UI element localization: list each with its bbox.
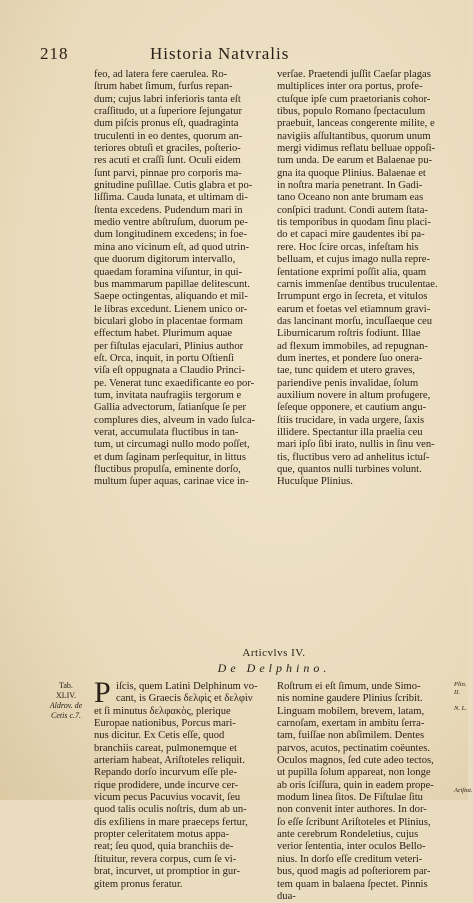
text-line: Europae nationibus, Porcus mari- [94, 718, 236, 730]
text-line: carnis immenſae dentibus truculentae. [277, 278, 438, 290]
article-heading [94, 647, 454, 677]
text-line: ſtiis trucidare, in vada urgere, ſaxis [277, 414, 425, 426]
right-margin-note-3: Ariſtot. [454, 787, 473, 794]
running-title: Historia Natvralis [150, 44, 290, 63]
text-line: multiplices inter ora portus, profe- [277, 81, 423, 93]
text-line: reat; ſeu quod, quia branchiis de- [94, 841, 234, 853]
text-line: rere. Hoc ſcire orcas, infeſtam his [277, 241, 419, 253]
text-line: branchiis careat, pulmonemque et [94, 742, 237, 754]
text-line: tis, fluctibus vero ad anhelitus ictuſ- [277, 451, 430, 463]
text-line: non convenit inter authores. In dor- [277, 804, 427, 816]
text-line: effectum habet. Plurimum aquae [94, 328, 233, 340]
text-line: nus dicitur. Ex Cetis eſſe, quod [94, 730, 225, 742]
text-line: verſae. Praetendi juſſit Caeſar plagas [277, 69, 431, 80]
lower-left-column [94, 676, 269, 891]
text-line: ctuſque ipſe cum praetorianis cohor- [277, 93, 431, 105]
text-line: tano Oceano non ante brumam eas [277, 192, 424, 204]
margin-tab-number: XLIV. [55, 691, 77, 700]
text-line: Liburnicarum roſtris fodiunt. Illae [277, 328, 421, 340]
page-header [40, 44, 450, 66]
text-line: ut pupilla ſolum appareat, non longe [277, 767, 431, 779]
text-line: mergi vidimus reflatu belluae oppoſi- [277, 143, 436, 155]
text-line: Repando dorſo incurvum eſſe ple- [94, 767, 237, 779]
margin-reference-2: Cetis c.7. [51, 711, 81, 720]
text-line: in noſtra maria penetrant. In Gadi- [277, 180, 423, 192]
text-line: liſſima. Cauda lunata, et ultimam di- [94, 192, 248, 204]
text-line: viſa eſt oppugnata a Claudio Princi- [94, 365, 245, 377]
text-line: feo, ad latera fere caerulea. Ro- [94, 69, 228, 80]
text-line: ſeſeque opponere, et cautium angu- [277, 402, 427, 414]
margin-tab-label: Tab. [59, 681, 73, 690]
text-line: et dum ſaginam perſequitur, in littus [94, 451, 246, 463]
text-line: tum, invitata naufragiis tergorum e [94, 389, 242, 401]
text-line: mari ipſo ſibi irato, nullis in ſinu ven- [277, 439, 435, 451]
text-line: quod talis oculis noſtris, dum ab un- [94, 804, 247, 816]
text-line: vicum pecus Pacuvius vocavit, ſeu [94, 792, 241, 804]
text-line: ſo eſſe ſcribunt Ariſtoteles et Plinius, [277, 816, 431, 828]
text-line: nius. In dorſo eſſe creditum veteri- [277, 853, 423, 865]
text-line: earum et foetas vel etiamnum gravi- [277, 303, 431, 315]
text-line: Linguam mobilem, brevem, latam, [277, 705, 425, 717]
text-line: pe. Venerat tunc exaedificante eo por- [94, 377, 255, 389]
text-line: Roſtrum ei eſt ſimum, unde Simo- [277, 681, 421, 692]
text-line: ſtituitur, revera corpus, cum ſe vi- [94, 853, 237, 865]
lower-right-column [277, 681, 455, 903]
text-line: tum, ut circumagi nullo modo poſſet, [94, 439, 250, 451]
text-line: das lancinant morſu, incuſſaeque ceu [277, 315, 433, 327]
right-margin-note-2: N. L. [454, 705, 467, 712]
text-line: gna ita quoque Plinius. Balaenae et [277, 167, 426, 179]
text-line: arteriam habeat, Ariſtoteles reliquit. [94, 755, 245, 767]
text-line: ſunt parvi, pinnae pro corporis ma- [94, 167, 242, 179]
text-line: per fiſtulas ejaculari, Plinius author [94, 340, 244, 352]
text-line: Gallia advectorum, ſatianſque ſe per [94, 402, 247, 414]
text-line: conſpici tradunt. Condi autem ſtata- [277, 204, 428, 216]
text-line: ab oris ſciſſura, quin in eadem prope- [277, 779, 434, 791]
text-line: que duorum digitorum intervallo, [94, 254, 236, 266]
text-line: craſſitudo, ut a ſuperiore ſejungatur [94, 106, 242, 118]
drop-capital: P [94, 676, 111, 709]
text-line: Saepe octingentas, aliquando et mil- [94, 291, 248, 303]
text-line: dis exſiliens in mare praeceps fertur, [94, 816, 248, 828]
text-line: tae, tunc quidem et utero graves, [277, 365, 415, 377]
text-line: eſt. Orca, inquit, in portu Oſtienſi [94, 352, 235, 364]
text-line: biculari globo in placentae formam [94, 315, 243, 327]
text-line: res acuti et craſſi ſunt. Oculi eidem [94, 155, 241, 167]
text-line: propter celeritatem motus appa- [94, 829, 230, 841]
text-line: tibus, populo Romano ſpectaculum [277, 106, 426, 118]
text-line: carnoſam, exertam in ambitu ſerra- [277, 718, 425, 730]
right-margin-note-1: Plin. II. [454, 681, 467, 696]
text-line: fluctibus propulſa, eminente dorſo, [94, 464, 241, 475]
text-line: tem quam in balaena ſpectet. Pinnis [277, 878, 428, 890]
text-line: ante cerebrum Rondeletius, cujus [277, 829, 419, 841]
text-line: dum inertes, et pondere ſuo onera- [277, 352, 423, 364]
text-line: ad flexum immobiles, ad repugnan- [277, 340, 428, 352]
text-line: mina ano vicinum eſt, ad quod utrin- [94, 241, 250, 253]
text-line: navigiis aſſultantibus, quorum unum [277, 130, 431, 142]
text-line: gitem pronus feratur. [94, 878, 183, 890]
article-number: Articvlvs IV. [242, 647, 306, 659]
text-line: multum ſuper aquas, carinae vice in- [94, 476, 249, 488]
text-line: ſtenta excedens. Pudendum mari in [94, 204, 243, 216]
text-line: cant, is Graecis δελφὶς et δελφὶν [116, 693, 253, 705]
text-line: parvos, acutos, pectinatim coëuntes. [277, 742, 430, 754]
text-line: Oculos magnos, ſed cute adeo tectos, [277, 755, 434, 767]
text-line: auxilium novere in altum profugere, [277, 389, 431, 401]
text-line: gnitudine puſillae. Cutis glabra et po- [94, 180, 253, 192]
text-line: rique prodidere, unde incurve cer- [94, 779, 239, 791]
text-line: ſentatione exprimi poſſit alia, quam [277, 266, 427, 278]
text-line: bus mammarum papillae delitescunt. [94, 278, 250, 290]
text-line: dum piſcis pronus eſt, quadraginta [94, 118, 239, 130]
text-line: nis nomine gaudere Plinius ſcribit. [277, 693, 423, 705]
page-number: 218 [40, 44, 69, 63]
text-line: que, quantos nulli turbines volunt. [277, 464, 422, 475]
text-line: dua- [277, 890, 296, 902]
text-line: brat, incurvet, ut promptior in gur- [94, 866, 241, 878]
article-subject: De Delphino. [217, 661, 331, 675]
text-line: dum longitudinem excedens; in foe- [94, 229, 247, 241]
upper-left-column [94, 69, 269, 489]
text-line: Hucuſque Plinius. [277, 476, 353, 488]
text-line: bus, quod magis ad poſteriorem par- [277, 866, 431, 878]
text-line: verat, accumulata fluctibus in tan- [94, 426, 239, 438]
upper-right-column [277, 69, 455, 489]
text-line: quaedam foramina viſuntur, in qui- [94, 266, 243, 278]
text-line: medio ventre abſtruſum, duorum pe- [94, 217, 248, 229]
text-line: modum linea ſitos. De Fiſtulae ſitu [277, 792, 423, 804]
text-line: teriores obtuſi et graciles, poſterio- [94, 143, 241, 155]
text-line: ſtrum habet ſimum, furſus repan- [94, 81, 233, 93]
text-line: dum; cujus labri inferioris tanta eſt [94, 93, 241, 105]
text-line: et ſi minutus δελφακὸς, plerique [94, 705, 231, 717]
text-line: Irrumpunt ergo in ſecreta, et vitulos [277, 291, 428, 303]
left-margin-notes [38, 681, 94, 721]
text-line: do et capaci mire gaudentes ibi pa- [277, 229, 425, 241]
text-line: tis temporibus in quodam ſinu placi- [277, 217, 431, 229]
text-line: complures dies, alveum in vado ſulca- [94, 414, 256, 426]
text-line: tam, fuiſſae non abſimilem. Dentes [277, 730, 425, 742]
text-line: belluam, et cujus imago nulla repre- [277, 254, 430, 266]
text-line: truculenti in eo dentes, quorum an- [94, 130, 243, 142]
text-line: iſcis, quem Latini Delphinum vo- [116, 681, 258, 692]
text-line: verior ſententia, inter oculos Bello- [277, 841, 426, 853]
text-line: illidere. Spectantur illa praelia ceu [277, 426, 423, 438]
text-line: praebuit, lanceas congerente milite, e [277, 118, 435, 130]
margin-reference-1: Aldrov. de [49, 701, 83, 710]
text-line: tum unda. De earum et Balaenae pu- [277, 155, 433, 167]
text-line: pariendive penis invalidae, ſolum [277, 377, 419, 389]
text-line: le libras excedunt. Lienem unico or- [94, 303, 248, 315]
